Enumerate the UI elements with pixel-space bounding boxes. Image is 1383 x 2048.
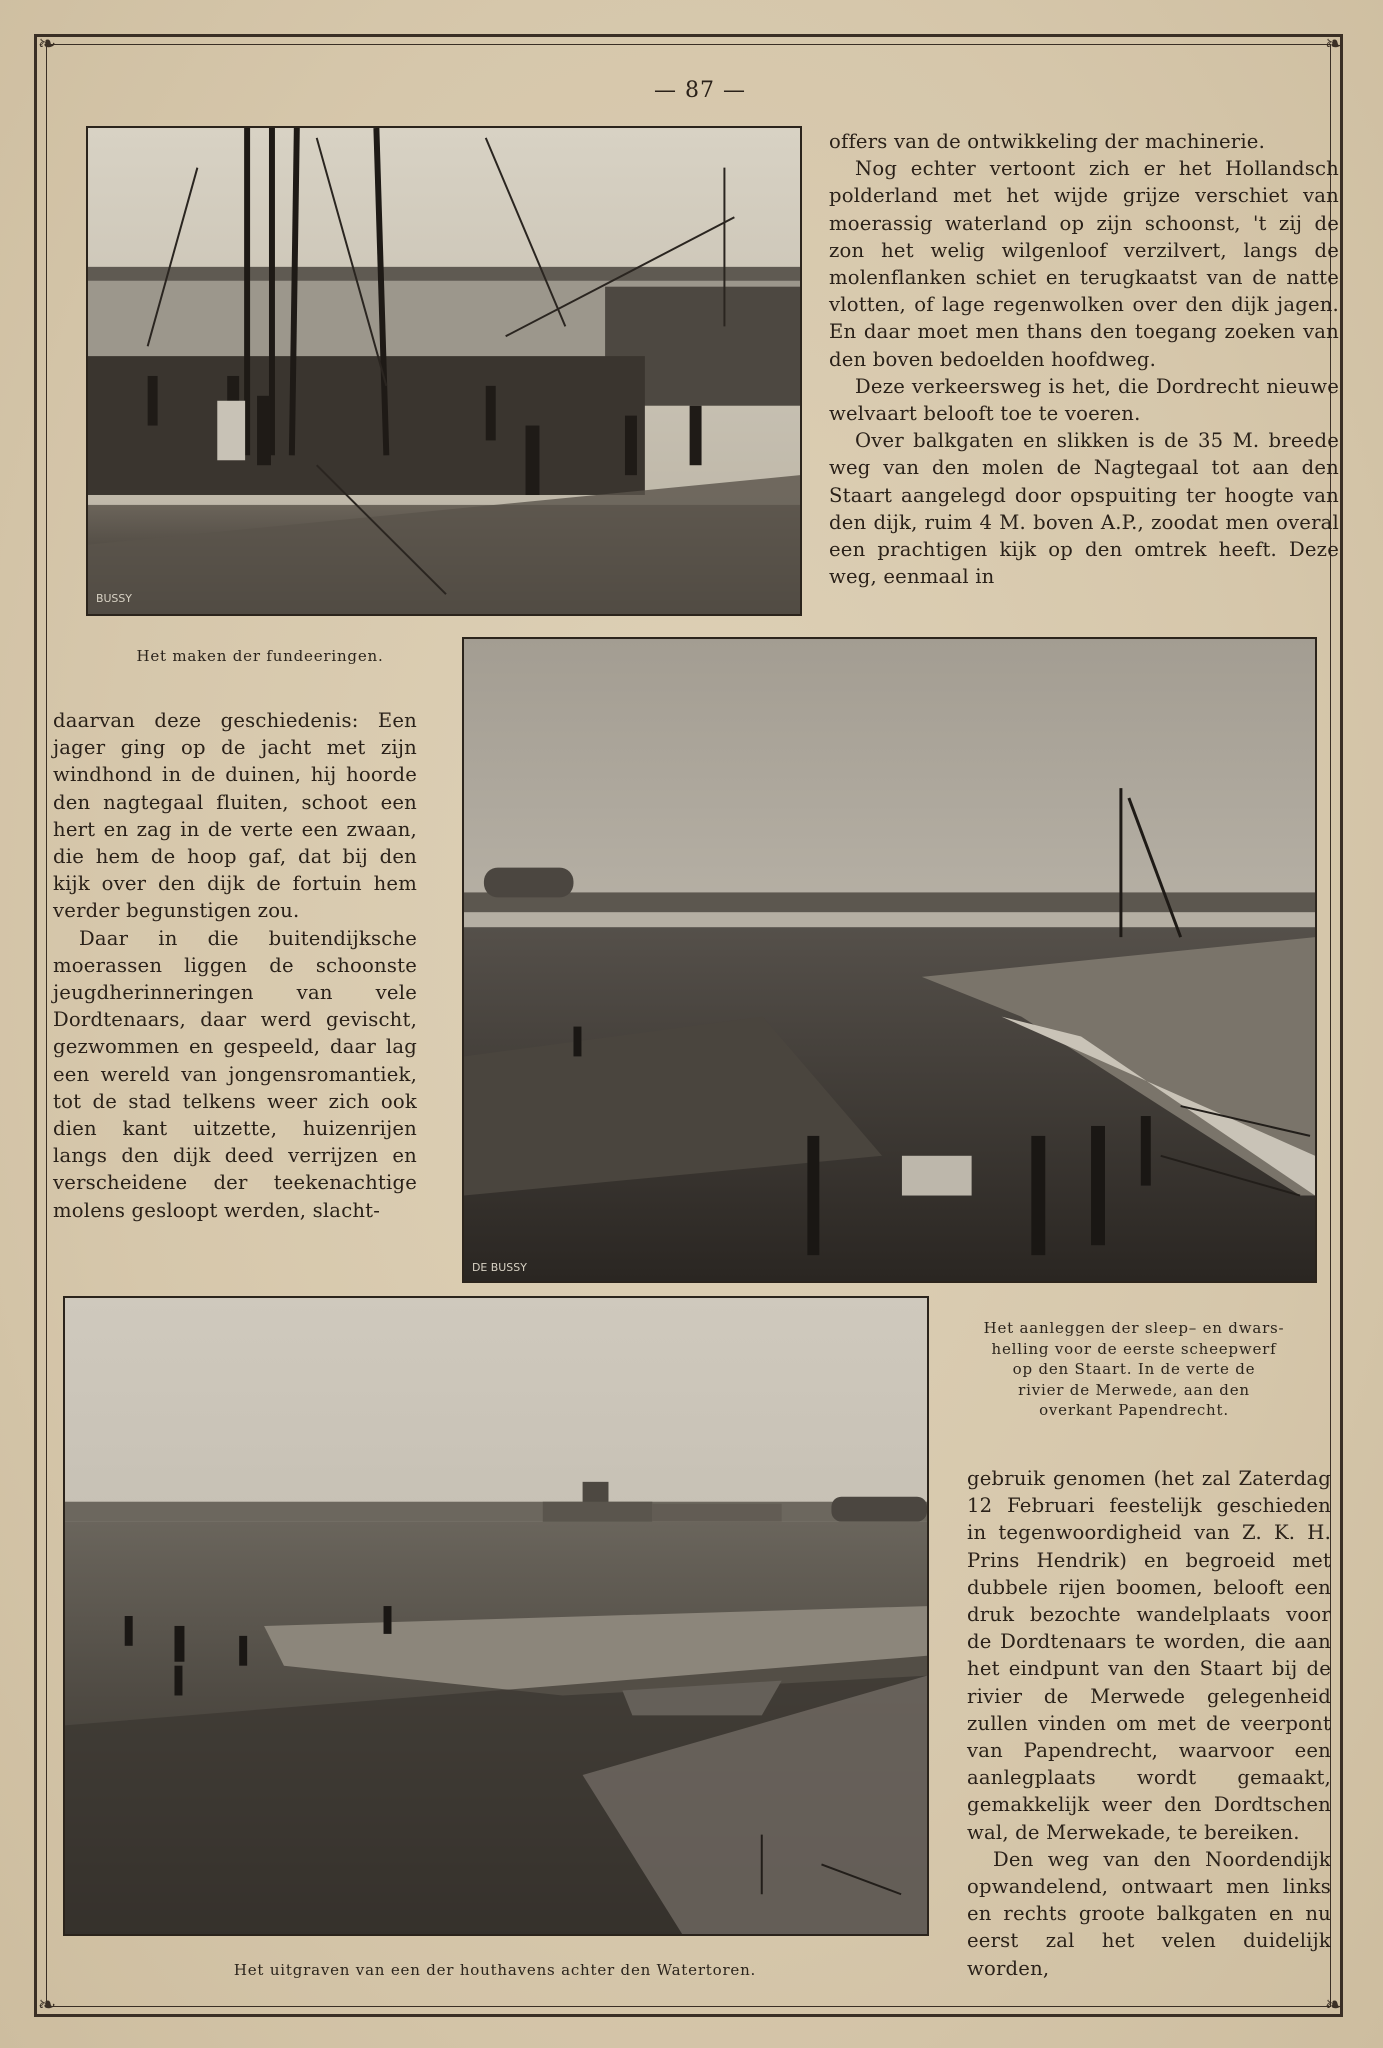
- paragraph: Daar in die buitendijksche moerassen liggen de schoonste jeugdherinneringen van vele Dordtenaars, daar werd gevischt, gezwommen en gespeeld, daar lag een wereld van jongensromantiek, tot de stad telkens weer zich ook dien kant uitzette, huizenrijen langs den dijk deed verrijzen en verscheidene der teekenachtige molens gesloopt werden, slacht-: [53, 926, 417, 1222]
- corner-ornament-icon: ❧: [37, 1993, 57, 2018]
- page-number: — 87 —: [654, 78, 746, 103]
- photo-houthaven: [63, 1296, 929, 1936]
- photo-caption-fundeeringen: Het maken der fundeeringen.: [136, 647, 384, 665]
- photographer-signature: BUSSY: [95, 592, 132, 606]
- corner-ornament-icon: ❧: [1324, 1993, 1344, 2018]
- caption-line: overkant Papendrecht.: [1039, 1401, 1229, 1419]
- corner-ornament-icon: ❧: [37, 32, 57, 57]
- paragraph: Den weg van den Noordendijk opwandelend, ontwaart men links en rechts groote balkgaten en nu eerst zal het velen duidelijk worden,: [967, 1847, 1331, 1980]
- caption-line: helling voor de eerste scheepwerf: [991, 1339, 1277, 1358]
- paragraph: Nog echter vertoont zich er het Hollandsch polderland met het wijde grijze verschiet van moerassig waterland op zijn schoonst, 't zij de zon het welig wilgenloof verzilvert, langs de molenflanken schiet en terugkaatst van de natte vlotten, of lage regenwolken over den dijk jagen. En daar moet men thans den toegang zoeken van den boven bedoelden hoofdweg.: [829, 157, 1339, 371]
- photographer-signature: DE BUSSY: [471, 1261, 527, 1275]
- paragraph: gebruik genomen (het zal Zaterdag 12 Februari feestelijk geschieden in tegenwoordigheid van Z. K. H. Prins Hendrik) en begroeid met dubbele rijen boomen, belooft een druk bezochte wandelplaats voor de Dordtenaars te worden, die aan het eindpunt van den Staart bij de rivier de Merwede gelegenheid zullen vinden om met de veerpont van Papendrecht, waarvoor een aanlegplaats wordt gemaakt, gemakkelijk weer den Dordtschen wal, de Merwekade, te bereiken.: [967, 1467, 1331, 1844]
- paragraph: Deze verkeersweg is het, die Dordrecht nieuwe welvaart belooft toe te voeren.: [829, 374, 1339, 426]
- caption-line: rivier de Merwede, aan den: [1018, 1380, 1250, 1399]
- caption-line: op den Staart. In de verte de: [1012, 1360, 1256, 1378]
- text-column-bottom-right: [967, 1465, 1331, 1982]
- paragraph: daarvan deze geschiedenis: Een jager ging op de jacht met zijn windhond in de duinen, hij hoorde den nagtegaal fluiten, schoot een hert en zag in de verte een zwaan, die hem de hoop gaf, dat bij den kijk over den dijk de fortuin hem verder begunstigen zou.: [53, 709, 417, 923]
- photo-fundeeringen: [86, 126, 802, 616]
- corner-ornament-icon: ❧: [1324, 32, 1344, 57]
- text-column-top-right: [829, 128, 1339, 590]
- photo-caption-houthaven: Het uitgraven van een der houthavens achter den Watertoren.: [233, 1961, 757, 1979]
- text-column-middle-left: [53, 707, 417, 1224]
- caption-line: Het aanleggen der sleep– en dwars-: [983, 1319, 1285, 1337]
- paragraph: Over balkgaten en slikken is de 35 M. breede weg van den molen de Nagtegaal tot aan den Staart aangelegd door opspuiting ter hoogte van den dijk, ruim 4 M. boven A.P., zoodat men overal een prachtigen kijk op den omtrek heeft. Deze weg, eenmaal in: [829, 429, 1339, 589]
- photo-helling: [462, 637, 1317, 1283]
- paragraph: offers van de ontwikkeling der machinerie.: [829, 130, 1266, 153]
- photo-caption-helling: [954, 1318, 1314, 1421]
